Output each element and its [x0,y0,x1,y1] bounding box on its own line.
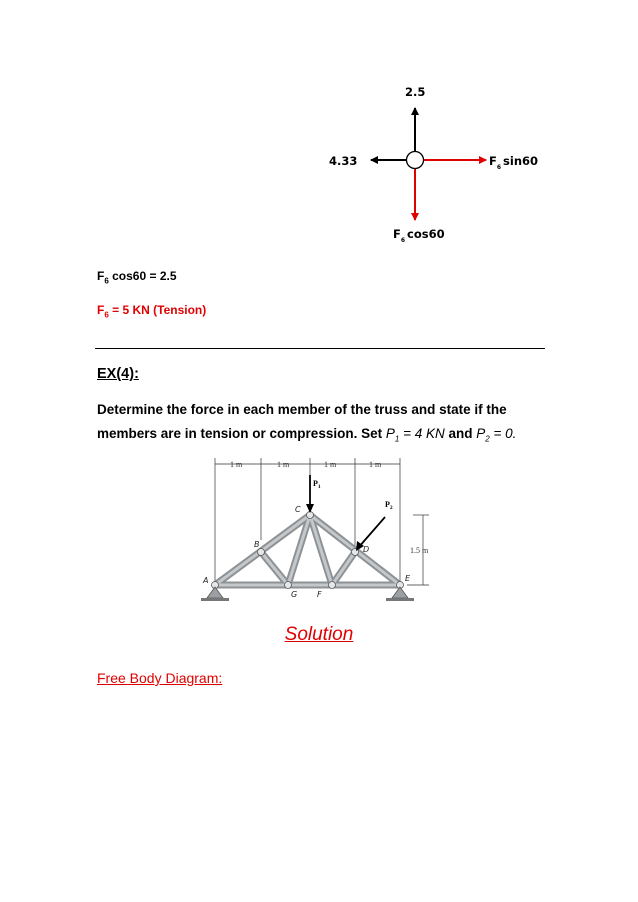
dim-label-4: 1 m [369,460,382,469]
left-force-label: 4.33 [329,154,358,168]
problem-statement: Determine the force in each member of the truss and state if the members are in tension or compression. Set $P_1 = 4$ KN and $P_2 = 0$. [97,402,517,444]
left-support [207,587,223,598]
right-force-label: $F_6$ sin60 [489,154,539,171]
truss-figure [195,455,445,605]
node-label-e: E [405,574,411,583]
right-support [392,587,408,598]
bottom-force-label: $F_6$ cos60 [393,227,445,244]
node-label-d: D [363,545,370,554]
dim-label-3: 1 m [324,460,337,469]
top-force-label: 2.5 [405,85,426,99]
joint-node [407,152,424,169]
node-label-f: F [317,590,322,599]
node-label-b: B [254,540,260,549]
equation-line-2-result: $F_6 = 5$ KN (Tension) [97,303,207,320]
load-p2-label: $P_2$ [385,500,393,511]
load-p2-arrow [358,517,385,548]
example-heading: EX(4): [97,366,139,382]
node-label-a: A [203,576,209,585]
section-divider [95,348,545,349]
node-label-g: G [291,590,298,599]
equation-line-1: $F_6$ cos60 = 2.5 [97,269,177,286]
free-body-diagram-label: Free Body Diagram: [97,670,223,686]
height-label: 1.5 m [410,546,429,555]
joint-free-body-diagram [0,0,638,260]
load-p1-label: $P_1$ [313,479,321,490]
dim-label-1: 1 m [230,460,243,469]
node-label-c: C [295,505,301,514]
dim-label-2: 1 m [277,460,290,469]
solution-heading: Solution [284,624,354,645]
